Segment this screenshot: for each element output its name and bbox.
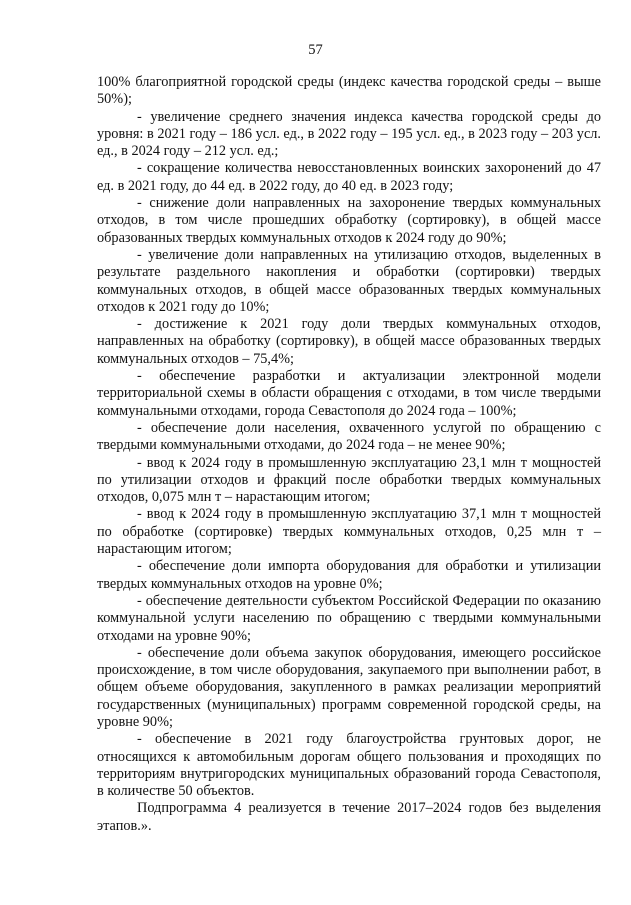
paragraph: - ввод к 2024 году в промышленную эксплуатацию 23,1 млн т мощностей по утилизации отходов и фракций после обработки твердых коммунальных отходов, 0,075 млн т – нарастающим итогом;: [97, 454, 601, 506]
paragraph: - увеличение среднего значения индекса качества городской среды до уровня: в 2021 году – 186 усл. ед., в 2022 году – 195 усл. ед., в 2023 году – 203 усл. ед., в 2024 году – 212 усл. ед.;: [97, 108, 601, 160]
paragraph: Подпрограмма 4 реализуется в течение 2017–2024 годов без выделения этапов.».: [97, 800, 601, 834]
paragraph: - обеспечение разработки и актуализации электронной модели территориальной схемы в области обращения с отходами, в том числе твердыми коммунальными отходами, города Севастополя до 2024 года – 100%;: [97, 368, 601, 419]
paragraph: - достижение к 2021 году доли твердых коммунальных отходов, направленных на обработку (сортировку), в общей массе образованных твердых коммунальных отходов – 75,4%;: [97, 316, 601, 367]
paragraph: - снижение доли направленных на захоронение твердых коммунальных отходов, в том числе прошедших обработку (сортировку), в общей массе образованных твердых коммунальных отходов к 2024 году до 90%;: [97, 195, 601, 246]
page-number: 57: [308, 42, 323, 58]
paragraph: 100% благоприятной городской среды (индекс качества городской среды – выше 50%);: [97, 74, 601, 108]
paragraph: - обеспечение в 2021 году благоустройства грунтовых дорог, не относящихся к автомобильным дорогам общего пользования и проходящих по территориям внутригородских муниципальных образований города Севастополя, в количестве 50 объектов.: [97, 731, 601, 800]
paragraph: - сокращение количества невосстановленных воинских захоронений до 47 ед. в 2021 году, до 44 ед. в 2022 году, до 40 ед. в 2023 году;: [97, 160, 601, 194]
paragraph: - обеспечение доли импорта оборудования для обработки и утилизации твердых коммунальных отходов на уровне 0%;: [97, 558, 601, 592]
body-text: [97, 74, 601, 835]
paragraph: - обеспечение доли объема закупок оборудования, имеющего российское происхождение, в том числе оборудования, закупаемого при выполнении работ, в общем объеме оборудования, закупленного в рамках реализации мероприятий государственных (муниципальных) программ современной городской среды, на уровне 90%;: [97, 644, 601, 730]
paragraph: - увеличение доли направленных на утилизацию отходов, выделенных в результате раздельного накопления и обработки (сортировки) твердых коммунальных отходов, в общей массе образованных твердых коммунальных отходов к 2021 году до 10%;: [97, 246, 601, 315]
paragraph: - обеспечение доли населения, охваченного услугой по обращению с твердыми коммунальными отходами, до 2024 года – не менее 90%;: [97, 419, 601, 454]
paragraph: - ввод к 2024 году в промышленную эксплуатацию 37,1 млн т мощностей по обработке (сортировке) твердых коммунальных отходов, 0,25 млн т – нарастающим итогом;: [97, 506, 601, 558]
paragraph: - обеспечение деятельности субъектом Российской Федерации по оказанию коммунальной услуги населению по обращению с твердыми коммунальными отходами на уровне 90%;: [97, 592, 601, 644]
